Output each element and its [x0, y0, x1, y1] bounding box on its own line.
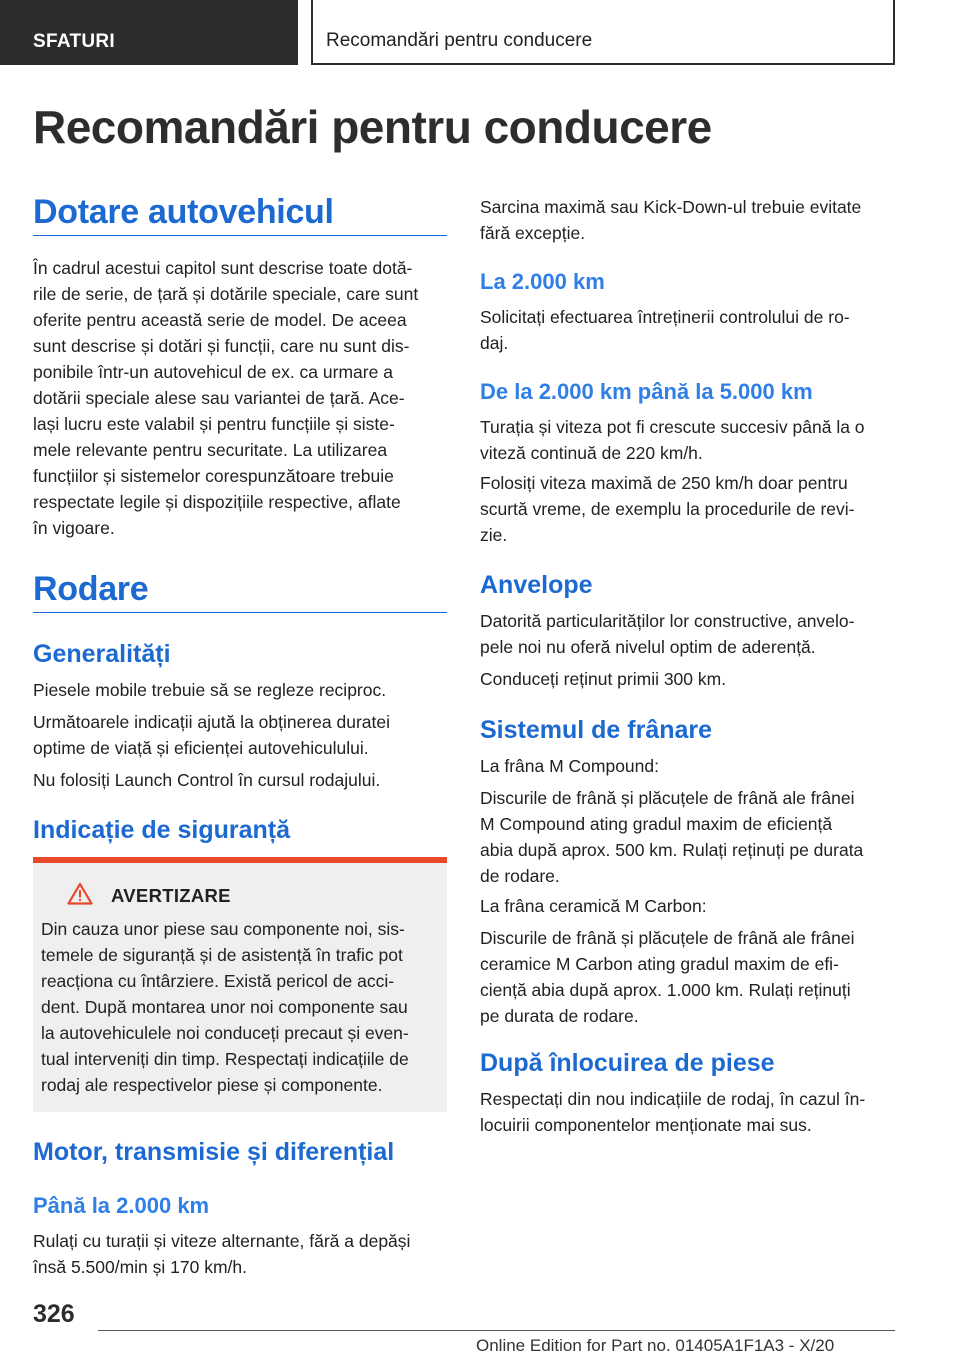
- page-number: 326: [33, 1300, 75, 1328]
- anvelope-p1: [480, 608, 905, 660]
- text-line: ponibile într-un autovehicul de ex. ca urmare a: [33, 362, 393, 382]
- heading-la-2000: La 2.000 km: [480, 269, 605, 294]
- heading-rule: [33, 612, 447, 613]
- warning-accent-bar: [33, 857, 447, 863]
- text-line: ceramice M Carbon ating gradul maxim de efi-: [480, 954, 839, 974]
- de-la-2000-p2: [480, 470, 905, 548]
- header-chapter-tab: Recomandări pentru conducere: [311, 0, 895, 65]
- franare-p1: La frâna M Compound:: [480, 756, 659, 776]
- text-line: însă 5.500/min și 170 km/h.: [33, 1257, 247, 1277]
- text-line: viteză continuă de 220 km/h.: [480, 443, 703, 463]
- text-line: optime de viață și eficienței autovehiculului.: [33, 738, 369, 758]
- text-line: pe durata de rodare.: [480, 1006, 639, 1026]
- text-line: în vigoare.: [33, 518, 115, 538]
- franare-p3: La frâna ceramică M Carbon:: [480, 896, 707, 916]
- text-line: sunt descrise și dotări și funcții, care nu sunt dis-: [33, 336, 410, 356]
- text-line: dotării speciale alese sau variantei de țară. Ace-: [33, 388, 405, 408]
- heading-generalitati: Generalități: [33, 640, 171, 668]
- text-line: funcțiilor și sistemelor corespunzătoare trebuie: [33, 466, 394, 486]
- warning-title: AVERTIZARE: [111, 885, 231, 906]
- text-line: dent. După montarea unor noi componente sau: [41, 997, 408, 1017]
- text-line: lași lucru este valabil și pentru funcțiile și siste-: [33, 414, 395, 434]
- text-line: Respectați din nou indicațiile de rodaj, în cazul în-: [480, 1089, 866, 1109]
- text-line: zie.: [480, 525, 508, 545]
- warning-box: [33, 857, 447, 1112]
- text-line: respectate legile și dispozițiile respective, aflate: [33, 492, 401, 512]
- text-line: daj.: [480, 333, 509, 353]
- text-line: la autovehiculele noi conduceți precaut și even-: [41, 1023, 409, 1043]
- footer-rule: [98, 1330, 895, 1331]
- text-line: fără excepție.: [480, 223, 586, 243]
- heading-de-la-2000-la-5000: De la 2.000 km până la 5.000 km: [480, 379, 813, 404]
- heading-rule: [33, 235, 447, 236]
- heading-dotare-autovehicul: Dotare autovehicul: [33, 193, 334, 231]
- inlocuire-paragraph: [480, 1086, 905, 1138]
- text-line: rile de serie, de țară și dotările speciale, care sunt: [33, 284, 419, 304]
- la-2000-paragraph: [480, 304, 905, 356]
- text-line: Discurile de frână și plăcuțele de frână ale frânei: [480, 788, 855, 808]
- text-line: pele noi nu oferă nivelul optim de aderență.: [480, 637, 816, 657]
- pana-2000-paragraph: [33, 1228, 453, 1280]
- anvelope-p2: Conduceți reținut primii 300 km.: [480, 669, 727, 689]
- text-line: temele de siguranță și de asistență în trafic pot: [41, 945, 403, 965]
- dotare-paragraph: [33, 255, 453, 541]
- page-title: Recomandări pentru conducere: [33, 101, 712, 153]
- text-line: de rodare.: [480, 866, 560, 886]
- heading-sistemul-de-franare: Sistemul de frânare: [480, 716, 713, 744]
- text-line: Sarcina maximă sau Kick-Down-ul trebuie evitate: [480, 197, 862, 217]
- text-line: Rulați cu turații și viteze alternante, fără a depăși: [33, 1231, 411, 1251]
- heading-motor-transmisie: Motor, transmisie și diferențial: [33, 1138, 395, 1166]
- text-line: abia după aprox. 500 km. Rulați reținuți pe durata: [480, 840, 864, 860]
- text-line: scurtă vreme, de exemplu la procedurile de revi-: [480, 499, 855, 519]
- text-line: Discurile de frână și plăcuțele de frână ale frânei: [480, 928, 855, 948]
- text-line: locuirii componentelor menționate mai sus.: [480, 1115, 812, 1135]
- text-line: Din cauza unor piese sau componente noi, sis-: [41, 919, 405, 939]
- franare-p2: [480, 785, 905, 889]
- heading-pana-la-2000: Până la 2.000 km: [33, 1193, 210, 1218]
- warning-triangle-icon: [67, 882, 93, 905]
- text-line: Solicitați efectuarea întreținerii controlului de ro-: [480, 307, 850, 327]
- text-line: În cadrul acestui capitol sunt descrise toate dotă-: [33, 258, 413, 278]
- text-line: Datorită particularităților lor constructive, anvelo-: [480, 611, 855, 631]
- generalitati-p3: Nu folosiți Launch Control în cursul rodajului.: [33, 770, 381, 790]
- footer-edition: Online Edition for Part no. 01405A1F1A3 - X/20: [476, 1336, 835, 1355]
- text-line: M Compound ating gradul maxim de eficiență: [480, 814, 833, 834]
- text-line: ciență abia după aprox. 1.000 km. Rulați reținuți: [480, 980, 851, 1000]
- heading-dupa-inlocuirea-de-piese: După înlocuirea de piese: [480, 1049, 775, 1077]
- intro-paragraph: [480, 194, 905, 246]
- heading-rodare: Rodare: [33, 570, 149, 608]
- franare-p4: [480, 925, 905, 1029]
- text-line: oferite pentru această serie de model. De aceea: [33, 310, 407, 330]
- generalitati-p2: [33, 709, 453, 761]
- de-la-2000-p1: [480, 414, 905, 466]
- text-line: rodaj ale respectivelor piese și componente.: [41, 1075, 383, 1095]
- text-line: Folosiți viteza maximă de 250 km/h doar pentru: [480, 473, 848, 493]
- text-line: mele relevante pentru securitate. La utilizarea: [33, 440, 388, 460]
- heading-indicatie-siguranta: Indicație de siguranță: [33, 816, 291, 844]
- text-line: Turația și viteza pot fi crescute succesiv până la o: [480, 417, 865, 437]
- text-line: reacționa cu întârziere. Există pericol de acci-: [41, 971, 395, 991]
- warning-text: [41, 916, 441, 1098]
- generalitati-p1: Piesele mobile trebuie să se regleze reciproc.: [33, 680, 387, 700]
- text-line: tual interveniți din timp. Respectați indicațiile de: [41, 1049, 409, 1069]
- text-line: Următoarele indicații ajută la obținerea duratei: [33, 712, 391, 732]
- heading-anvelope: Anvelope: [480, 571, 593, 599]
- header-section-tab: SFATURI: [0, 0, 298, 65]
